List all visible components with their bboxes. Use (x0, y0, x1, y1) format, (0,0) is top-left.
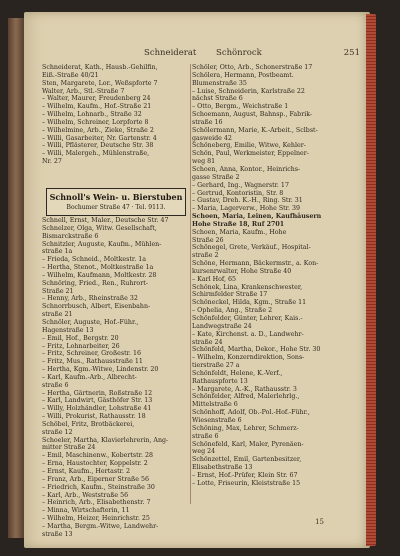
directory-entry: – Lotte, Friseurin, Kleiststraße 15 (192, 479, 301, 487)
directory-entry: tierstraße 27 a (192, 362, 240, 370)
directory-entry: straße 24 (192, 338, 223, 346)
directory-entry: Schöning, Max, Lehrer, Schmerz- (192, 424, 299, 432)
directory-entry: – Wilhelm, Konzerndirektion, Sons- (192, 354, 305, 362)
directory-entry: straße 6 (42, 381, 69, 389)
directory-entry: Schönfelder, Günter, Lehrer, Kais.- (192, 315, 303, 322)
directory-entry: Walter, Arb., Stl.-Straße 7 (42, 87, 125, 95)
directory-entry: – Karl, Landwirt, Gästhöfer Str. 13 (42, 397, 153, 405)
left-column-bottom (42, 217, 190, 539)
directory-entry: Mittelstraße 6 (192, 401, 238, 409)
directory-entry: Schneiderat, Kath., Hausb.-Gehilfin, (42, 64, 158, 71)
advertisement-box (46, 188, 186, 216)
directory-entry: Schnell, Ernst, Maler., Deutsche Str. 47 (42, 217, 169, 224)
directory-entry: straße 6 (192, 432, 219, 440)
advertisement-title: Schnoll's Wein- u. Bierstuben (49, 192, 183, 202)
directory-entry: kursenrwalter, Hohe Straße 40 (192, 267, 292, 275)
directory-entry: – Karl, Arb., Weststraße 56 (42, 491, 129, 499)
directory-entry: – Karl Hof, 65 (192, 275, 237, 283)
directory-entry: Schoen, Maria, Leinen, Kaufhäusern (192, 213, 322, 221)
directory-entry: – Hertha, Gärtnerin, Roßstraße 12 (42, 389, 153, 397)
directory-entry: Straße 21 (42, 287, 74, 295)
directory-entry: – Willi, Gasarbeiter, Nr. Gartenstr. 4 (42, 134, 157, 142)
directory-entry: – Henny, Arb., Rheinstraße 32 (42, 295, 138, 303)
column-divider (190, 64, 191, 504)
header-left-word: Schneiderat (144, 48, 197, 58)
directory-entry: straße 16 (192, 118, 223, 126)
directory-entry: weg 81 (192, 158, 216, 166)
directory-entry: – Gustav, Dreh. K.-H., Ring. Str. 31 (192, 197, 303, 205)
directory-entry: Straße 26 (192, 236, 224, 244)
directory-entry: – Willi, Prokurist, Rathausstr. 18 (42, 413, 146, 421)
directory-entry: gasweide 42 (192, 134, 232, 142)
directory-entry: straße 13 (42, 530, 73, 538)
directory-entry: Wiesenstraße 6 (192, 416, 242, 424)
directory-entry: Schnöler, Auguste, Hof.-Führ., (42, 318, 139, 326)
directory-entry: Schönek, Lina, Krankenschwester, (192, 283, 303, 291)
directory-entry: Sten, Margarete, Lor., Weßspforte 7 (42, 79, 158, 87)
directory-entry: – Willi, Pflästerer, Deutsche Str. 38 (42, 142, 154, 150)
directory-entry: Landwegstraße 24 (192, 322, 252, 330)
directory-entry: Schöler, Otto, Arb., Schonerstraße 17 (192, 64, 313, 71)
directory-entry: Schoen, Anna, Kontor., Heinrichs- (192, 165, 301, 173)
directory-entry: Schnitzler, Auguste, Kaufm., Mühlen- (42, 240, 162, 248)
directory-entry: – Otto, Bergm., Weichstraße 1 (192, 103, 289, 111)
directory-entry: Schöneckel, Hilda, Kgm., Straße 11 (192, 299, 307, 307)
directory-entry: gasse Straße 2 (192, 173, 240, 181)
directory-entry: Schoemann, August, Bahnsp., Fabrik- (192, 111, 313, 119)
directory-entry: – Ernst, Kaufm., Hertastr. 2 (42, 468, 130, 475)
directory-entry: Schönzettel, Emil, Gartenbesitzer, (192, 456, 302, 464)
directory-entry: – Maria, Lagerverw., Hohe Str. 39 (192, 205, 301, 213)
directory-entry: Bismarckstraße 6 (42, 232, 99, 240)
directory-entry: Schnorrbusch, Albert, Eisenbahn- (42, 303, 151, 311)
directory-entry: Nr. 27 (42, 158, 62, 166)
directory-entry: – Gerhard, Ing., Wagnerstr. 17 (192, 181, 289, 189)
directory-entry: – Fritz, Mus., Rathausstraße 11 (42, 358, 143, 366)
directory-entry: Schnelzer, Olga, Witw. Gesellschaft, (42, 224, 157, 232)
directory-entry: – Wilhelmine, Arb., Zieke, Straße 2 (42, 126, 154, 134)
directory-entry: Schönfeld, Martha, Dekor., Hohe Str. 30 (192, 346, 321, 354)
directory-entry: – Erna, Haustochter, Koppelstr. 2 (42, 460, 148, 468)
directory-entry: – Fritz, Schreiner, Großestr. 16 (42, 350, 142, 358)
directory-entry: – Karl, Kaufm.-Arb., Albrecht- (42, 373, 137, 381)
directory-entry: Eiß.-Straße 40/21 (42, 71, 99, 79)
directory-entry: – Kate, Kirchenst. a. D., Landwehr- (192, 330, 304, 338)
advertisement-subtitle: Bochumer Straße 47 · Tel. 9113. (66, 204, 166, 211)
directory-entry: – Heinrich, Arb., Elisabethenstr. 7 (42, 499, 151, 507)
directory-entry: Schönfelder, Alfred, Malerlehrlg., (192, 393, 300, 401)
directory-entry: Schönfeldt, Helene, K.-Verf., (192, 369, 283, 377)
directory-entry: Rathauspforte 13 (192, 377, 248, 385)
directory-entry: weg 24 (192, 448, 216, 456)
directory-entry: – Frieda, Schneid., Moltkestr. 1a (42, 256, 146, 264)
directory-entry: straße 2 (192, 252, 219, 260)
directory-entry: Schönefeld, Karl, Maler, Pyrenäen- (192, 440, 304, 448)
directory-entry: Schöbel, Fritz, Brotbäckerei, (42, 420, 135, 428)
directory-entry: Schönhoff, Adolf, Ob.-Pol.-Hof.-Führ., (192, 409, 310, 417)
directory-entry: Hagenstraße 13 (42, 326, 94, 334)
directory-entry: – Fritz, Lohnarbeiter, 26 (42, 342, 120, 350)
directory-entry: – Margarete, A.-K., Rathausstr. 3 (192, 385, 297, 393)
directory-entry: – Hertha, Kgm.-Witwe, Lindenstr. 20 (42, 366, 159, 374)
page-edges (366, 14, 376, 546)
directory-entry: – Emil, Hof., Bergstr. 20 (42, 334, 119, 342)
directory-entry: straße 21 (42, 311, 73, 319)
directory-entry: Elisabethstraße 13 (192, 464, 253, 472)
directory-entry: Schöne, Hermann, Bäckermstr., a. Kon- (192, 260, 319, 268)
footer-mark: 15 (315, 518, 324, 526)
directory-entry: – Ernst, Hof.-Prüfer, Klein Str. 67 (192, 471, 298, 479)
directory-entry: – Luise, Schneiderin, Karlstraße 22 (192, 87, 305, 95)
directory-entry: Schöneberg, Emilie, Witwe, Kehler- (192, 142, 306, 150)
directory-entry: Schnöring, Fried., Ren., Ruhrort- (42, 279, 148, 287)
directory-entry: – Ophelia, Ang., Straße 2 (192, 307, 273, 315)
directory-entry: Schölermann, Marie, K.-Arbeit., Sclbst- (192, 126, 318, 134)
directory-entry: straße 1a (42, 248, 73, 256)
directory-entry: – Wilhelm, Lohnarb., Straße 32 (42, 111, 142, 119)
directory-entry: – Friedrich, Kaufm., Steinstraße 30 (42, 483, 155, 491)
directory-entry: Schölera, Hermann, Postbeamt. (192, 71, 294, 79)
directory-entry: – Willi, Malergeh., Mühlenstraße, (42, 150, 150, 158)
directory-entry: nächst Straße 6 (192, 95, 243, 103)
directory-entry: – Willy, Holzhändler, Lohstraße 41 (42, 405, 152, 413)
directory-entry: Schoen, Maria, Kaufm., Hohe (192, 228, 287, 236)
directory-entry: straße 12 (42, 428, 73, 436)
directory-entry: – Franz, Arb., Eiperner Straße 56 (42, 475, 149, 483)
directory-entry: – Wilhelm, Kaufmann, Moltkestr. 28 (42, 271, 157, 279)
directory-page (24, 12, 370, 548)
page-number: 251 (343, 48, 360, 58)
directory-entry: – Wilhelm, Heizer, Heinrichstr. 25 (42, 515, 150, 523)
directory-entry: – Hertha, Stenot., Moltkestraße 1a (42, 264, 154, 272)
directory-entry: – Martha, Bergm.-Witwe, Landwehr- (42, 522, 159, 530)
directory-entry: – Emil, Maschinenw., Kobertstr. 28 (42, 452, 153, 460)
directory-entry: Blumenstraße 35 (192, 79, 247, 87)
left-column-top (42, 64, 190, 166)
directory-entry: Schön, Paul, Werkmeister, Eppelner- (192, 150, 309, 158)
page-header (124, 48, 364, 62)
directory-entry: – Walter, Maurer, Freudenberg 24 (42, 95, 151, 103)
directory-entry: Schönegel, Grete, Verkäuf., Hospital- (192, 244, 311, 252)
directory-entry: mitter Straße 24 (42, 444, 96, 452)
header-middle-word: Schönrock (216, 48, 262, 58)
right-column (192, 64, 362, 488)
directory-entry: Schirmfelder Straße 17 (192, 291, 268, 299)
directory-entry: – Wilhelm, Kaufm., Hof.-Straße 21 (42, 103, 152, 111)
directory-entry: – Gertrud, Kontoristin, Str. 8 (192, 189, 284, 197)
directory-entry: Hohe Straße 18, Ruf 2701 (192, 220, 285, 228)
directory-entry: – Wilhelm, Schreiner, Lorpforte 8 (42, 118, 149, 126)
directory-entry: – Minna, Wirtschafterin, 11 (42, 507, 130, 515)
directory-entry: Schoeler, Martha, Klavierlehrerin, Ang- (42, 436, 169, 444)
